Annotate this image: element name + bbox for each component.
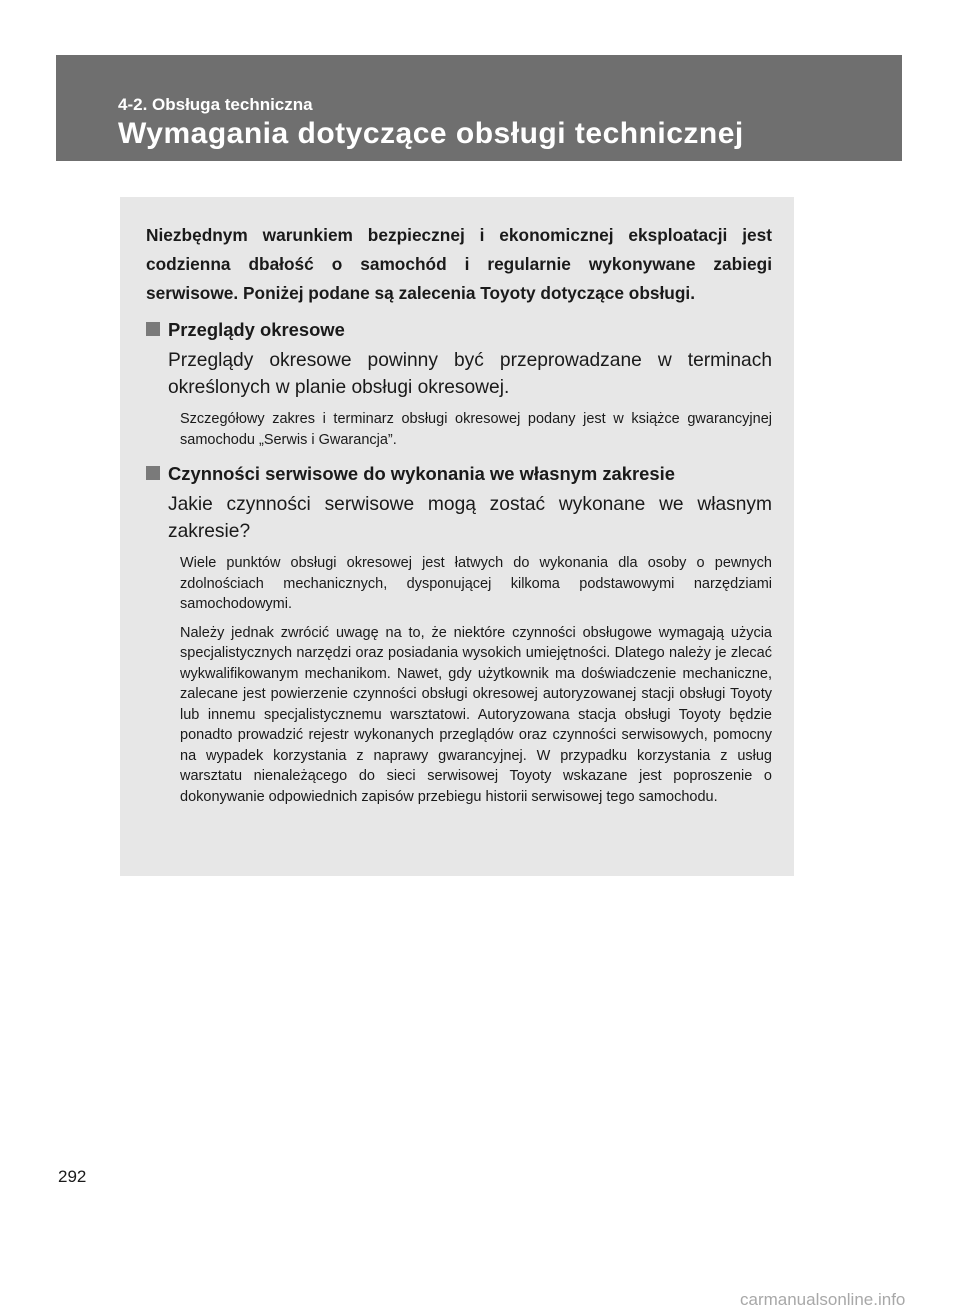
page-title: Wymagania dotyczące obsługi technicznej	[118, 117, 744, 150]
section-heading-diy-maintenance	[146, 459, 772, 488]
page-number: 292	[58, 1167, 87, 1186]
section-note-diy-maintenance-2: Należy jednak zwrócić uwagę na to, że niektóre czynności obsługowe wymagają użycia specjalistycznych narzędzi oraz posiadania wysokich umiejętności. Dlatego należy je zlecać wykwalifikowanym mechanikom. Nawet, gdy użytkownik ma doświadczenie mechaniczne, zalecane jest powierzenie czynności obsługi okresowej autoryzowanej stacji obsługi Toyoty lub innemu specjalistycznemu warsztatowi. Autoryzowana stacja obsługi Toyoty będzie ponadto prowadzić rejestr wykonanych przeglądów oraz czynności serwisowych, pomocny na wypadek korzystania z naprawy gwarancyjnej. W przypadku korzystania z usług warsztatu nienależącego do sieci serwisowej Toyoty wskazane jest poproszenie o dokonywanie odpowiednich zapisów przebiegu historii serwisowej tego samochodu.	[180, 624, 772, 805]
watermark: carmanualsonline.info	[740, 1290, 906, 1309]
section-heading-periodic-inspections	[146, 315, 772, 344]
header-band	[56, 55, 902, 161]
section-heading-text: Przeglądy okresowe	[168, 319, 345, 340]
intro-paragraph: Niezbędnym warunkiem bezpiecznej i ekonomicznej eksploatacji jest codzienna dbałość o samochód i regularnie wykonywane zabiegi serwisowe. Poniżej podane są zalecenia Toyoty dotyczące obsługi.	[146, 225, 772, 303]
section-label: 4-2. Obsługa techniczna	[118, 95, 313, 114]
section-note-periodic-inspections: Szczegółowy zakres i terminarz obsługi okresowej podany jest w książce gwarancyjnej samochodu „Serwis i Gwarancja”.	[180, 411, 772, 448]
section-note-diy-maintenance-1: Wiele punktów obsługi okresowej jest łatwych do wykonania dla osoby o pewnych zdolnościach mechanicznych, dysponującej kilkoma podstawowymi narzędziami samochodowymi.	[180, 555, 772, 612]
section-lead-periodic-inspections: Przeglądy okresowe powinny być przeprowadzane w terminach określonych w planie obsługi okresowej.	[168, 350, 772, 398]
section-lead-diy-maintenance: Jakie czynności serwisowe mogą zostać wykonane we własnym zakresie?	[168, 494, 772, 542]
square-bullet-icon	[146, 466, 160, 480]
section-heading-text: Czynności serwisowe do wykonania we własnym zakresie	[168, 463, 675, 484]
square-bullet-icon	[146, 322, 160, 336]
content-box	[120, 197, 794, 876]
